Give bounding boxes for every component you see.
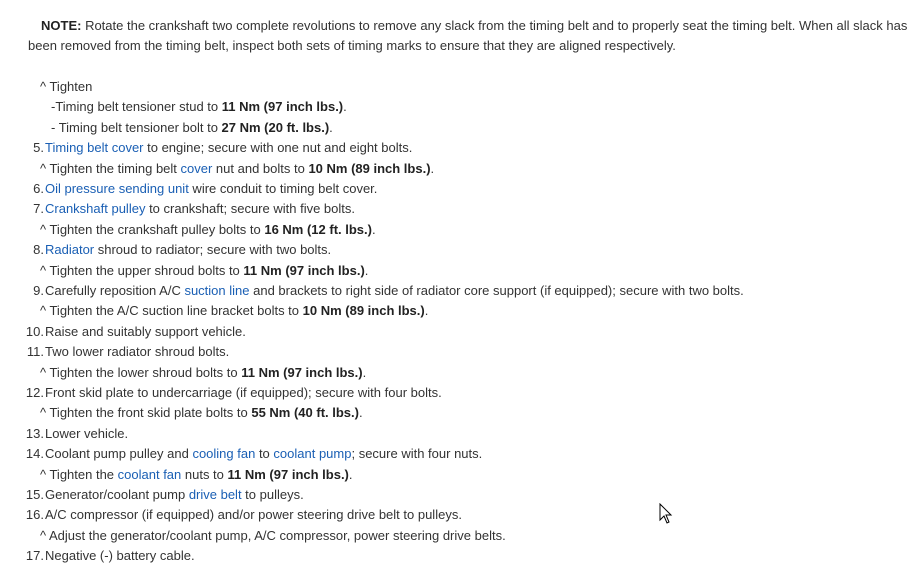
list-item-text [40,526,506,546]
text-fragment: . [358,405,363,421]
text-fragment: ^ Tighten the timing belt [40,160,181,176]
mouse-pointer-icon [659,503,673,525]
text-fragment: . [364,262,369,278]
torque-value: 11 Nm (97 inch lbs.) [243,262,365,278]
reference-link[interactable]: suction line [184,283,250,298]
text-fragment: . [362,364,367,380]
text-fragment: ^ Adjust the generator/coolant pump, A/C compressor, power steering drive belts. [40,527,506,543]
text-fragment: Lower vehicle. [45,425,129,441]
text-fragment: ^ Tighten the A/C suction line bracket bolts to [40,303,303,319]
torque-value: 16 Nm (12 ft. lbs.) [264,221,372,237]
reference-link[interactable]: coolant pump [273,446,352,462]
list-item-number: 12. [25,385,44,400]
list-item-text [45,383,442,403]
reference-link[interactable]: coolant fan [117,466,182,482]
text-fragment: and brackets to right side of radiator core support (if equipped); secure with two bolts. [249,283,744,298]
list-item-text [51,118,333,138]
text-fragment: Raise and suitably support vehicle. [45,323,246,339]
note-text: Rotate the crankshaft two complete revolutions to remove any slack from the timing belt and to properly seat the timing belt. When all slack has been removed from the timing belt, inspect both sets of timing marks to ensure that they are aligned respectively. [28,18,908,53]
text-fragment: Negative (-) battery cable. [45,548,195,564]
text-fragment: ^ Tighten the crankshaft pulley bolts to [40,221,265,237]
reference-link[interactable]: Oil pressure sending unit [45,181,189,196]
list-item-text [45,546,195,566]
text-fragment: Front skid plate to undercarriage (if equipped); secure with four bolts. [45,385,442,400]
text-fragment: ^ Tighten the [40,466,118,482]
list-item-text [45,138,412,158]
list-item-number: 11. [26,344,44,360]
text-fragment: to engine; secure with one nut and eight bolts. [143,140,413,156]
list-item-number: 16. [25,507,44,523]
list-item-number: 9. [33,283,44,298]
list-item-text [40,159,434,179]
text-fragment: to [255,446,274,462]
text-fragment: . [430,160,435,176]
list-item-text [45,179,377,199]
list-item-text [51,97,347,117]
text-fragment: Generator/coolant pump [45,487,189,502]
text-fragment: ^ Tighten the front skid plate bolts to [40,405,252,421]
list-item-text [45,505,462,525]
list-item-text [45,424,128,444]
list-item-text [45,322,246,342]
list-item-text [40,465,353,485]
list-item-text [40,77,92,97]
text-fragment: . [371,221,376,237]
text-fragment: Carefully reposition A/C [45,283,185,298]
text-fragment: . [343,99,347,115]
reference-link[interactable]: Crankshaft pulley [45,201,146,217]
text-fragment: - Timing belt tensioner bolt to [51,119,222,135]
text-fragment: ^ Tighten the upper shroud bolts to [40,262,244,278]
list-item-text [45,240,331,260]
text-fragment: Two lower radiator shroud bolts. [45,344,230,360]
list-item-number: 6. [33,181,44,196]
text-fragment: . [329,119,333,135]
text-fragment: ^ Tighten the lower shroud bolts to [40,364,242,380]
text-fragment: A/C compressor (if equipped) and/or power steering drive belt to pulleys. [45,507,462,523]
list-item-text [40,301,428,321]
list-item-text [45,281,744,301]
list-item-text [45,485,304,505]
list-item-number: 5. [33,140,44,156]
torque-value: 11 Nm (97 inch lbs.) [221,99,344,115]
list-item-text [40,261,368,281]
text-fragment: Coolant pump pulley and [45,446,193,462]
list-item-text [40,220,376,240]
list-item-text [45,444,482,464]
reference-link[interactable]: Timing belt cover [45,140,144,156]
text-fragment: ; secure with four nuts. [351,446,483,462]
list-item-number: 17. [25,548,44,564]
reference-link[interactable]: Radiator [45,242,95,258]
text-fragment: nut and bolts to [212,160,309,176]
torque-value: 11 Nm (97 inch lbs.) [241,364,363,380]
text-fragment: wire conduit to timing belt cover. [188,181,378,196]
text-fragment: shroud to radiator; secure with two bolts. [94,242,332,258]
list-item-text [40,363,366,383]
text-fragment: to crankshaft; secure with five bolts. [145,201,355,217]
text-fragment: . [348,466,353,482]
torque-value: 10 Nm (89 inch lbs.) [308,160,431,176]
text-fragment: to pulleys. [241,487,304,502]
list-item-number: 7. [33,201,44,217]
list-item-number: 10. [25,323,44,339]
torque-value: 11 Nm (97 inch lbs.) [227,466,349,482]
text-fragment: . [424,303,429,319]
text-fragment: ^ Tighten [40,79,93,94]
torque-value: 10 Nm (89 inch lbs.) [302,303,425,319]
list-item-text [45,199,355,219]
torque-value: 27 Nm (20 ft. lbs.) [221,119,330,135]
torque-value: 55 Nm (40 ft. lbs.) [251,405,359,421]
text-fragment: -Timing belt tensioner stud to [51,99,222,115]
note-label: NOTE: [41,18,82,33]
list-item-number: 13. [25,425,44,441]
text-fragment: nuts to [181,466,228,482]
list-item-number: 14. [25,446,44,462]
list-item-text [45,342,229,362]
reference-link[interactable]: cooling fan [192,446,256,462]
reference-link[interactable]: cover [180,160,213,176]
list-item-text [40,403,363,423]
reference-link[interactable]: drive belt [188,487,242,502]
note-paragraph [28,16,912,56]
list-item-number: 15. [25,487,44,502]
list-item-number: 8. [33,242,44,258]
